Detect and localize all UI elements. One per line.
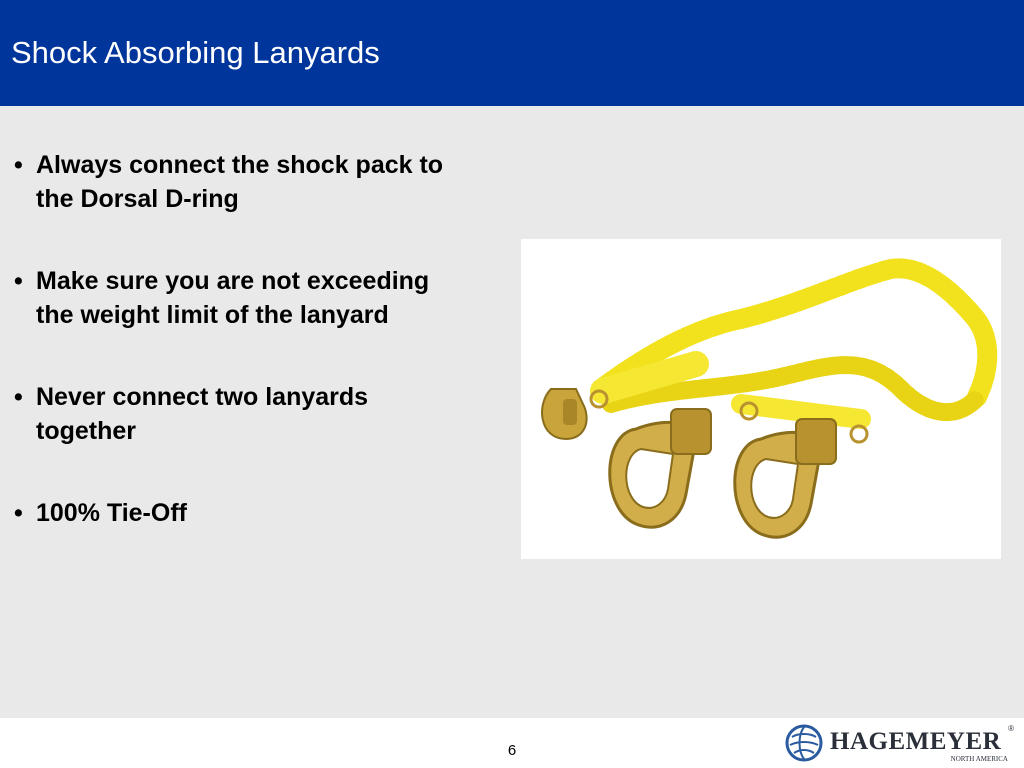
bullet-text: 100% Tie-Off <box>36 499 187 527</box>
bullet-text: Never connect two lanyards together <box>36 383 369 445</box>
bullet-dot: • <box>14 499 23 527</box>
bullet-item <box>10 496 436 530</box>
bullet-item <box>10 264 446 332</box>
company-logo <box>784 722 1020 764</box>
bullet-dot: • <box>14 151 23 179</box>
lanyard-illustration <box>521 239 1001 559</box>
bullet-text: Make sure you are not exceeding the weight limit of the lanyard <box>36 267 430 329</box>
registered-mark: ® <box>1008 724 1014 733</box>
bullet-list <box>10 148 490 578</box>
rebar-hook-left-lock <box>671 409 711 454</box>
snap-hook-gate <box>563 399 577 425</box>
lanyard-photo <box>521 239 1001 559</box>
webbing-strap <box>741 404 861 419</box>
logo-wordmark: HAGEMEYER <box>830 728 1002 755</box>
bullet-dot: • <box>14 383 23 411</box>
title-bar <box>0 0 1024 106</box>
slide-title: Shock Absorbing Lanyards <box>11 35 380 70</box>
bullet-dot: • <box>14 267 23 295</box>
bullet-text: Always connect the shock pack to the Dorsal D-ring <box>36 151 444 213</box>
page-number: 6 <box>507 742 517 759</box>
rebar-hook-right-lock <box>796 419 836 464</box>
bullet-item <box>10 380 436 448</box>
logo-subtitle: NORTH AMERICA <box>950 755 1008 763</box>
bullet-item <box>10 148 476 216</box>
globe-icon <box>784 723 824 763</box>
